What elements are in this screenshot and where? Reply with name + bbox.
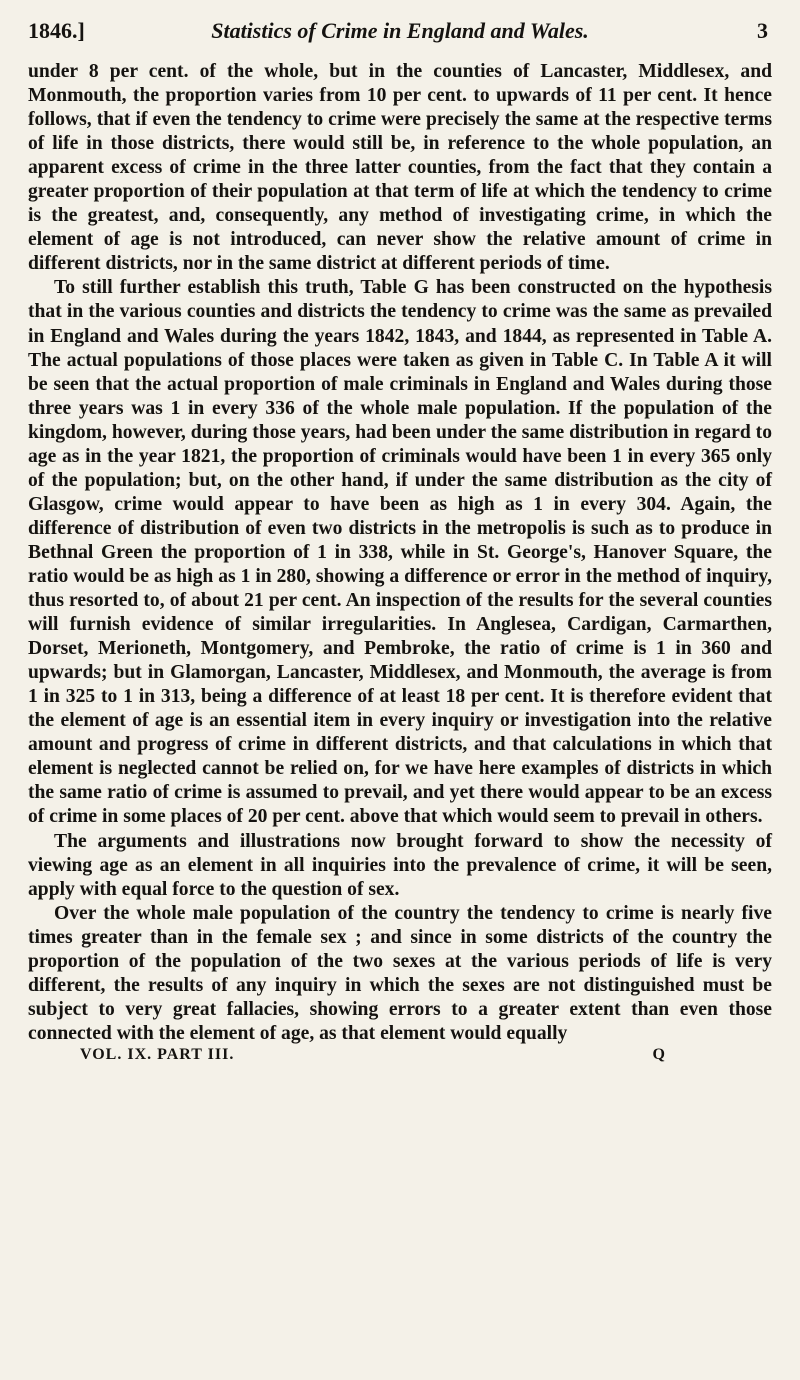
page-number: 3 xyxy=(757,18,768,43)
body-text xyxy=(28,60,772,1046)
running-header xyxy=(28,18,772,60)
paragraph-1: under 8 per cent. of the whole, but in the counties of Lancaster, Middlesex, and Monmouth, the proportion varies from 10 per cent. to upwards of 11 per cent. It hence follows, that if even the tendency to crime were precisely the same at the respective terms of life in those districts, there would still be, in reference to the whole population, an apparent excess of crime in the three latter counties, from the fact that they contain a greater proportion of their population at that term of life at which the tendency to crime is the greatest, and, consequently, any method of investigating crime, in which the element of age is not introduced, can never show the relative amount of crime in different districts, nor in the same district at different periods of time. xyxy=(28,61,772,275)
paragraph-3: The arguments and illustrations now brought forward to show the necessity of viewing age as an element in all inquiries into the prevalence of crime, it will be seen, apply with equal force to the question of sex. xyxy=(28,830,772,900)
gathering-mark: Q xyxy=(652,1045,666,1063)
book-page xyxy=(28,18,772,1368)
header-title: Statistics of Crime in England and Wales. xyxy=(211,18,589,43)
header-year: 1846.] xyxy=(28,18,85,43)
volume-signature: VOL. IX. PART III. xyxy=(80,1045,235,1063)
paragraph-4: Over the whole male population of the country the tendency to crime is nearly five times greater than in the female sex ; and since in some districts of the country the proportion of the population of the two sexes at the various periods of life is very different, the results of any inquiry in which the sexes are not distinguished must be subject to very great fallacies, showing errors to a greater extent than even those connected with the element of age, as that element would equally xyxy=(28,902,772,1044)
paragraph-2: To still further establish this truth, Table G has been constructed on the hypothesis that in the various counties and districts the tendency to crime was the same as prevailed in England and Wales during the years 1842, 1843, and 1844, as represented in Table A. The actual populations of those places were taken as given in Table C. In Table A it will be seen that the actual proportion of male criminals in England and Wales during those three years was 1 in every 336 of the whole male population. If the population of the kingdom, however, during those years, had been under the same distribution in regard to age as in the year 1821, the proportion of criminals would have been 1 in every 365 only of the population; but, on the other hand, if under the same distribution as the city of Glasgow, crime would appear to have been as high as 1 in every 304. Again, the difference of distribution of even two districts in the metropolis is such as to produce in Bethnal Green the proportion of 1 in 338, while in St. George's, Hanover Square, the ratio would be as high as 1 in 280, showing a difference or error in the method of inquiry, thus resorted to, of about 21 per cent. An inspection of the results for the several counties will furnish evidence of similar irregularities. In Anglesea, Cardigan, Carmarthen, Dorset, Merioneth, Montgomery, and Pembroke, the ratio of crime is 1 in 360 and upwards; but in Glamorgan, Lancaster, Middlesex, and Monmouth, the average is from 1 in 325 to 1 in 313, being a difference of at least 18 per cent. It is therefore evident that the element of age is an essential item in every inquiry or investigation into the relative amount and progress of crime in different districts, and that calculations in which that element is neglected cannot be relied on, for we have here examples of districts in which the same ratio of crime is assumed to prevail, and yet there would appear to be an excess of crime in some places of 20 per cent. above that which would seem to prevail in others. xyxy=(28,277,772,828)
signature-line xyxy=(28,1046,772,1070)
